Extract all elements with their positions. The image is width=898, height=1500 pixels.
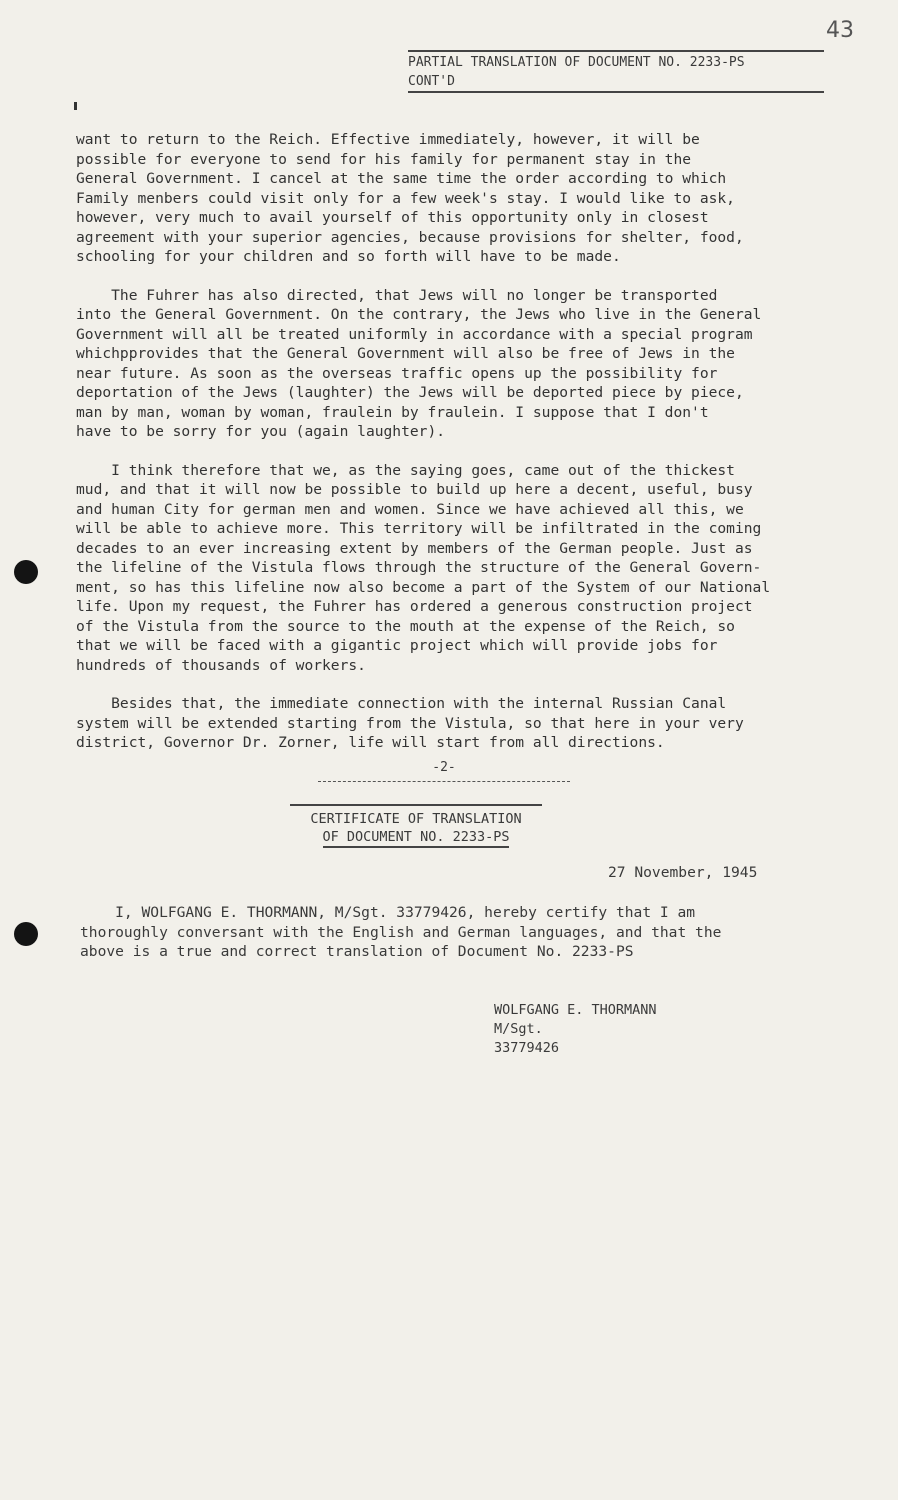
paragraph-1: want to return to the Reich. Effective immediately, however, it will be possible for everyone to send for his family for permanent stay in the General Government. I cancel at the same time the order according to which Family menbers could visit only for a few week's stay. I would like to ask, however, very much to avail yourself of this opportunity only in closest agreement with your superior agencies, because provisions for shelter, food, schooling for your children and so forth will have to be made. <box>76 131 744 265</box>
paragraph-2: The Fuhrer has also directed, that Jews will no longer be transported into the General Government. On the contrary, the Jews who live in the General Government will all be treated uniformly in accordance with a special program whichpprovides that the General Government will also be free of Jews in the near future. As soon as the overseas traffic opens up the possibility for deportation of the Jews (laughter) the Jews will be deported piece by piece, man by man, woman by woman, fraulein by fraulein. I suppose that I don't have to be sorry for you (again laughter). <box>76 286 762 440</box>
punch-hole <box>14 560 38 584</box>
page-marker: -2- <box>432 760 456 775</box>
page-divider <box>318 760 570 782</box>
paragraph-3: I think therefore that we, as the saying goes, came out of the thickest mud, and that it will now be possible to build up here a decent, useful, busy and human City for german men and women. Since we have achieved all this, we will be able to achieve more. This territory will be infiltrated in the coming decades to an ever increasing extent by members of the German people. Just as the lifeline of the Vistula flows through the structure of the General Govern- ment, so has this lifeline now also become a part of the System of our National life. Upon my request, the Fuhrer has ordered a generous construction project of the Vistula from the source to the mouth at the expense of the Reich, so that we will be faced with a gigantic project which will provide jobs for hundreds of thousands of workers. <box>76 461 771 674</box>
page-number: 43 <box>826 18 854 43</box>
translation-body <box>76 130 846 772</box>
signature-rank: M/Sgt. <box>494 1021 543 1037</box>
certificate-date: 27 November, 1945 <box>608 864 758 881</box>
paragraph-4: Besides that, the immediate connection with the internal Russian Canal system will be extended starting from the Vistula, so that here in your very district, Governor Dr. Zorner, life will start from all directions. <box>76 695 744 751</box>
certificate-title-line2: OF DOCUMENT NO. 2233-PS <box>323 828 510 848</box>
certificate-text: I, WOLFGANG E. THORMANN, M/Sgt. 33779426, hereby certify that I am thoroughly conversant with the English and German languages, and that the above is a true and correct translation of Document No. 2233-PS <box>80 904 722 960</box>
certificate-title-line1: CERTIFICATE OF TRANSLATION <box>310 811 522 827</box>
signature-block <box>494 1001 657 1058</box>
header-continued: CONT'D <box>408 74 824 93</box>
header-rule <box>408 50 824 52</box>
signature-name: WOLFGANG E. THORMANN <box>494 1002 657 1018</box>
certificate-title <box>290 804 542 848</box>
document-header <box>408 50 824 93</box>
signature-serial: 33779426 <box>494 1040 560 1056</box>
header-title: PARTIAL TRANSLATION OF DOCUMENT NO. 2233-PS <box>408 55 745 70</box>
dashed-rule <box>318 781 570 782</box>
punch-hole <box>14 922 38 946</box>
margin-mark <box>74 102 77 110</box>
